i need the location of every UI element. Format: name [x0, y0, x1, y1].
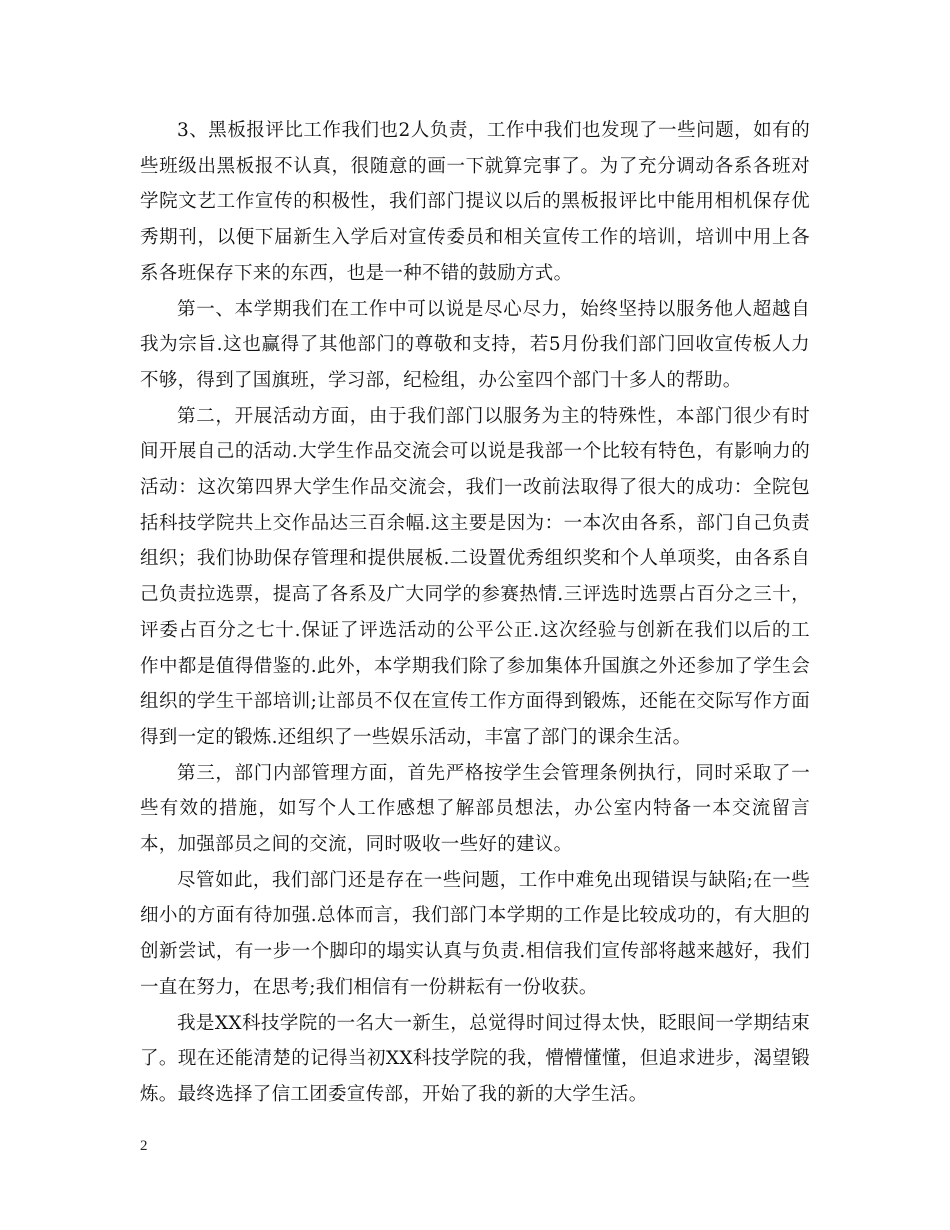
paragraph-second-point: 第二，开展活动方面，由于我们部门以服务为主的特殊性，本部门很少有时间开展自己的活动.大学生作品交流会可以说是我部一个比较有特色，有影响力的活动：这次第四界大学生作品交流会，我们一改前法取得了很大的成功：全院包括科技学院共上交作品达三百余幅.这主要是因为：一本次由各系，部门自己负责组织；我们协助保存管理和提供展板.二设置优秀组织奖和个人单项奖，由各系自己负责拉选票，提高了各系及广大同学的参赛热情.三评选时选票占百分之三十，评委占百分之七十.保证了评选活动的公平公正.这次经验与创新在我们以后的工作中都是值得借鉴的.此外，本学期我们除了参加集体升国旗之外还参加了学生会组织的学生干部培训;让部员不仅在宣传工作方面得到锻炼，还能在交际写作方面得到一定的锻炼.还组织了一些娱乐活动，丰富了部门的课余生活。 — [140, 405, 810, 748]
paragraph-first-point: 第一、本学期我们在工作中可以说是尽心尽力，始终坚持以服务他人超越自我为宗旨.这也赢得了其他部门的尊敬和支持，若5月份我们部门回收宣传板人力不够，得到了国旗班，学习部，纪检组，办公室四个部门十多人的帮助。 — [140, 298, 810, 391]
page-number: 2 — [140, 1138, 148, 1154]
paragraph-blackboard-evaluation: 3、黑板报评比工作我们也2人负责，工作中我们也发现了一些问题，如有的些班级出黑板报不认真，很随意的画一下就算完事了。为了充分调动各系各班对学院文艺工作宣传的积极性，我们部门提议以后的黑板报评比中能用相机保存优秀期刊，以便下届新生入学后对宣传委员和相关宣传工作的培训，培训中用上各系各班保存下来的东西，也是一种不错的鼓励方式。 — [140, 120, 810, 284]
paragraph-introduction: 我是XX科技学院的一名大一新生，总觉得时间过得太快，眨眼间一学期结束了。现在还能清楚的记得当初XX科技学院的我，懵懵懂懂，但追求进步，渴望锻炼。最终选择了信工团委宣传部，开始了我的新的大学生活。 — [140, 1012, 810, 1105]
document-body — [140, 113, 810, 1113]
paragraph-third-point: 第三，部门内部管理方面，首先严格按学生会管理条例执行，同时采取了一些有效的措施，如写个人工作感想了解部员想法，办公室内特备一本交流留言本，加强部员之间的交流，同时吸收一些好的建议。 — [140, 762, 810, 856]
paragraph-summary: 尽管如此，我们部门还是存在一些问题，工作中难免出现错误与缺陷;在一些细小的方面有待加强.总体而言，我们部门本学期的工作是比较成功的，有大胆的创新尝试，有一步一个脚印的塌实认真与负责.相信我们宣传部将越来越好，我们一直在努力，在思考;我们相信有一份耕耘有一份收获。 — [140, 869, 810, 998]
